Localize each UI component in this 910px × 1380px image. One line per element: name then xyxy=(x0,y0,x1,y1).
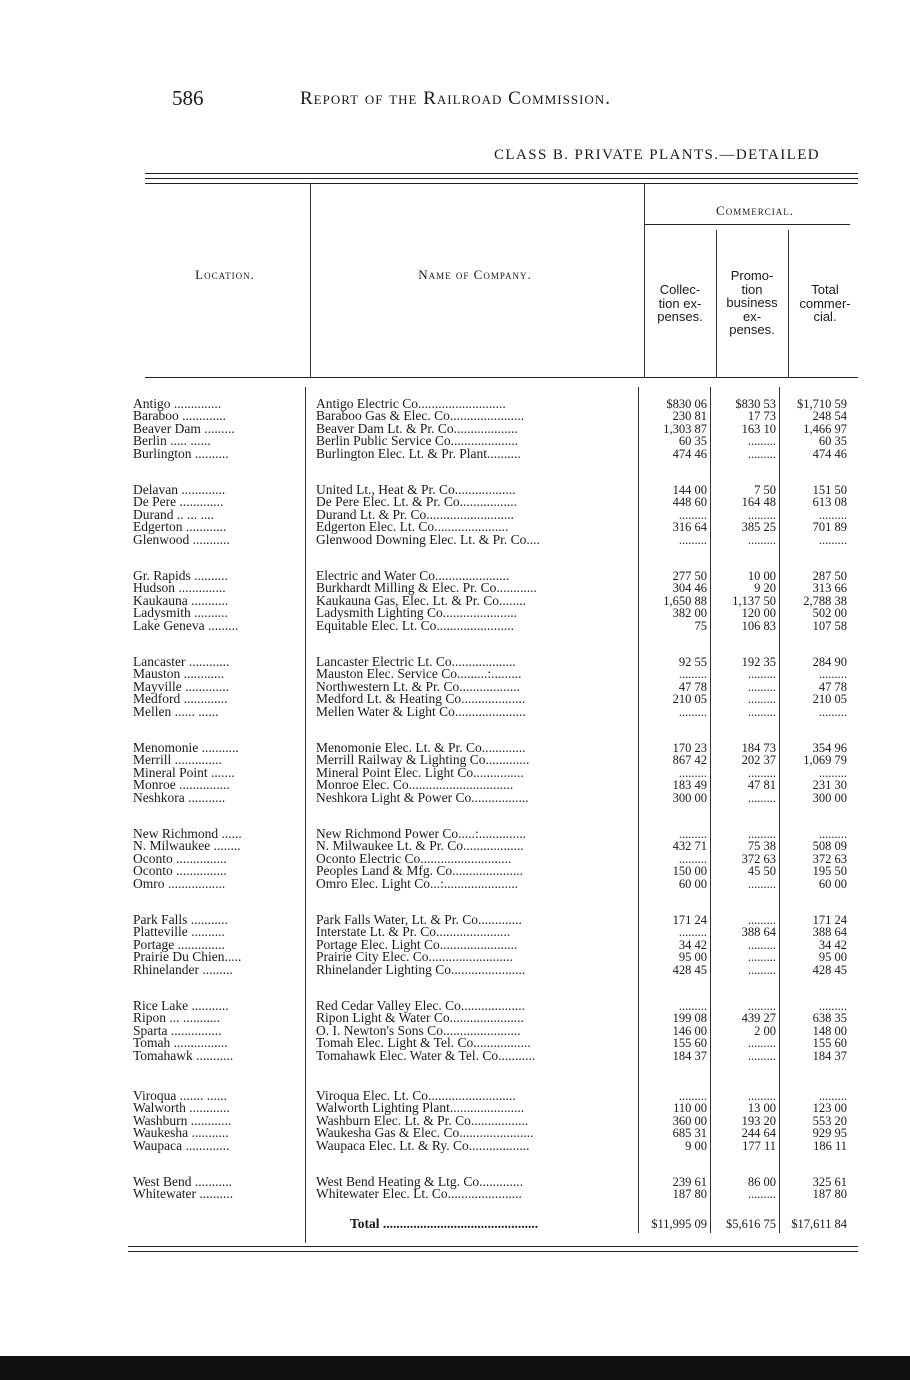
promotion-cell: 184 73 xyxy=(741,741,776,755)
location-cell: De Pere ............. xyxy=(133,495,224,510)
company-cell: Oconto Electric Co........................... xyxy=(316,851,512,866)
total-commercial-cell: 1,466 97 xyxy=(803,421,847,436)
company-cell: Walworth Lighting Plant...................... xyxy=(316,1101,525,1116)
promotion-cell: ......... xyxy=(747,704,776,719)
promotion-cell: 86 00 xyxy=(747,1175,776,1189)
location-cell: Ladysmith .......... xyxy=(133,606,228,621)
location-cell: Rhinelander ......... xyxy=(133,962,233,977)
promotion-cell: 17 73 xyxy=(747,409,776,424)
company-cell: Tomah Elec. Light & Tel. Co................. xyxy=(316,1036,531,1051)
company-cell: O. I. Newton's Sons Co....................... xyxy=(316,1023,521,1038)
location-cell: Medford ............. xyxy=(133,692,228,707)
column-divider-company xyxy=(644,183,645,377)
total-commercial-cell: 372 63 xyxy=(812,851,847,866)
location-cell: Menomonie ........... xyxy=(133,741,239,755)
total-commercial-cell: 1,069 79 xyxy=(803,753,847,768)
collection-cell: 199 08 xyxy=(672,1011,707,1026)
location-cell: Rice Lake ........... xyxy=(133,999,229,1013)
collection-cell: 170 23 xyxy=(672,741,707,755)
company-cell: Park Falls Water, Lt. & Pr. Co............. xyxy=(316,913,522,927)
header-collection-line: tion ex- xyxy=(658,295,702,311)
collection-cell: 1,303 87 xyxy=(663,421,707,436)
total-commercial-cell: 701 89 xyxy=(812,520,847,535)
column-divider-promotion xyxy=(788,230,789,377)
company-cell: Beaver Dam Lt. & Pr. Co................... xyxy=(316,421,518,436)
header-promotion-line: ex- xyxy=(742,308,762,324)
location-cell: West Bend ........... xyxy=(133,1175,233,1189)
total-commercial-cell: 231 30 xyxy=(812,778,847,793)
company-cell: Peoples Land & Mfg. Co..................... xyxy=(316,864,523,879)
collection-cell: ......... xyxy=(678,925,707,940)
collection-cell: ......... xyxy=(678,765,707,780)
company-cell: Kaukauna Gas, Elec. Lt. & Pr. Co........ xyxy=(316,593,526,608)
location-cell: Portage .............. xyxy=(133,937,225,952)
collection-cell: 210 05 xyxy=(672,692,707,707)
top-rule-3 xyxy=(145,183,858,184)
collection-cell: 1,650 88 xyxy=(663,593,707,608)
promotion-cell: ......... xyxy=(747,950,776,965)
total-commercial-cell: 187 80 xyxy=(812,1187,847,1202)
location-cell: Lake Geneva ......... xyxy=(133,618,239,633)
total-commercial-cell: ......... xyxy=(818,532,847,547)
total-commercial-cell: 47 78 xyxy=(818,679,847,694)
running-head: Report of the Railroad Commission. xyxy=(300,88,611,109)
bottom-rule-2 xyxy=(128,1251,858,1252)
total-commercial-cell: 929 95 xyxy=(812,1126,847,1141)
total-commercial-cell: 613 08 xyxy=(812,495,847,510)
company-cell: Waupaca Elec. Lt. & Ry. Co.................. xyxy=(316,1138,530,1153)
company-cell: Whitewater Elec. Lt. Co...................... xyxy=(316,1187,522,1202)
collection-cell: 867 42 xyxy=(672,753,707,768)
collection-cell: 183 49 xyxy=(672,778,707,793)
promotion-cell: 244 64 xyxy=(741,1126,776,1141)
location-cell: Omro ................. xyxy=(133,876,226,891)
total-commercial-cell: 248 54 xyxy=(812,409,847,424)
company-cell: West Bend Heating & Ltg. Co............. xyxy=(316,1175,524,1189)
table-subtitle: CLASS B. PRIVATE PLANTS.—DETAILED xyxy=(494,147,820,163)
total-commercial-cell: ......... xyxy=(818,667,847,682)
total-commercial-cell: 195 50 xyxy=(812,864,847,879)
collection-cell: ......... xyxy=(678,532,707,547)
collection-cell: 304 46 xyxy=(672,581,707,596)
collection-cell: 110 00 xyxy=(673,1101,707,1116)
header-commercial: Commercial. xyxy=(716,203,794,218)
table-row xyxy=(0,447,910,461)
total-commercial: $17,611 84 xyxy=(791,1217,847,1231)
collection-cell: ......... xyxy=(678,507,707,522)
company-cell: Menomonie Elec. Lt. & Pr. Co............. xyxy=(316,741,526,755)
column-divider-location xyxy=(310,183,311,377)
location-cell: Platteville .......... xyxy=(133,925,225,940)
location-cell: Neshkora ........... xyxy=(133,790,226,805)
company-cell: Portage Elec. Light Co....................... xyxy=(316,937,518,952)
total-commercial-cell: 313 66 xyxy=(812,581,847,596)
promotion-cell: ......... xyxy=(747,962,776,977)
location-cell: Waupaca ............. xyxy=(133,1138,230,1153)
total-commercial-cell: 186 11 xyxy=(813,1138,847,1153)
total-commercial-cell: 2,788 38 xyxy=(803,593,847,608)
total-commercial-cell: 155 60 xyxy=(812,1036,847,1051)
company-cell: Mauston Elec. Service Co.........:......... xyxy=(316,667,522,682)
promotion-cell: ......... xyxy=(747,446,776,461)
location-cell: Prairie Du Chien..... xyxy=(133,950,242,965)
collection-cell: 382 00 xyxy=(672,606,707,621)
company-cell: Edgerton Elec. Lt. Co...................... xyxy=(316,520,509,535)
location-cell: Burlington .......... xyxy=(133,446,229,461)
total-commercial-cell: 638 35 xyxy=(812,1011,847,1026)
promotion-cell: ......... xyxy=(747,937,776,952)
collection-cell: 316 64 xyxy=(672,520,707,535)
company-cell: Viroqua Elec. Lt. Co.......................... xyxy=(316,1089,516,1103)
location-cell: Edgerton ............ xyxy=(133,520,227,535)
header-promotion xyxy=(717,269,787,337)
table-row xyxy=(0,877,910,891)
promotion-cell: 9 20 xyxy=(754,581,776,596)
location-cell: Sparta ............... xyxy=(133,1023,222,1038)
header-collection-line: penses. xyxy=(657,309,703,324)
location-cell: Waukesha ........... xyxy=(133,1126,229,1141)
bottom-rule-1 xyxy=(128,1246,858,1247)
location-cell: Tomah ................ xyxy=(133,1036,228,1051)
promotion-cell: 372 63 xyxy=(741,851,776,866)
header-promotion-line: penses. xyxy=(729,322,775,337)
location-cell: Delavan ............. xyxy=(133,483,226,497)
promotion-cell: $830 53 xyxy=(735,397,776,411)
header-bottom-rule xyxy=(145,377,858,378)
collection-cell: 60 00 xyxy=(678,876,707,891)
collection-cell: 184 37 xyxy=(672,1048,707,1063)
company-cell: Ripon Light & Water Co...................... xyxy=(316,1011,524,1026)
company-cell: Antigo Electric Co.......................... xyxy=(316,397,506,411)
company-cell: New Richmond Power Co.....:.............. xyxy=(316,827,526,841)
company-cell: Monroe Elec. Co............................... xyxy=(316,778,514,793)
total-commercial-cell: 325 61 xyxy=(812,1175,847,1189)
promotion-cell: 10 00 xyxy=(747,569,776,583)
total-commercial-cell: 151 50 xyxy=(812,483,847,497)
promotion-cell: ......... xyxy=(747,827,776,841)
total-commercial-cell: 171 24 xyxy=(812,913,847,927)
collection-cell: 155 60 xyxy=(672,1036,707,1051)
location-cell: Glenwood ........... xyxy=(133,532,230,547)
header-total-line: Total xyxy=(811,282,839,297)
table-row xyxy=(0,1187,910,1201)
top-rule-2 xyxy=(145,178,858,179)
collection-cell: 144 00 xyxy=(672,483,707,497)
company-cell: Ladysmith Lighting Co...................... xyxy=(316,606,517,621)
location-cell: Whitewater .......... xyxy=(133,1187,234,1202)
promotion-cell: ......... xyxy=(747,667,776,682)
promotion-cell: 177 11 xyxy=(742,1138,776,1153)
promotion-cell: ......... xyxy=(747,999,776,1013)
company-cell: Prairie City Elec. Co......................... xyxy=(316,950,513,965)
promotion-cell: 388 64 xyxy=(741,925,776,940)
location-cell: Tomahawk ........... xyxy=(133,1048,234,1063)
total-label: Total .............................................. xyxy=(350,1216,539,1231)
promotion-cell: ......... xyxy=(747,790,776,805)
company-cell: N. Milwaukee Lt. & Pr. Co.................. xyxy=(316,839,524,854)
collection-cell: 92 55 xyxy=(678,655,707,669)
collection-cell: 47 78 xyxy=(678,679,707,694)
promotion-cell: ......... xyxy=(747,507,776,522)
location-cell: New Richmond ...... xyxy=(133,827,242,841)
location-cell: Washburn ............ xyxy=(133,1113,232,1128)
total-commercial-cell: 284 90 xyxy=(812,655,847,669)
location-cell: Walworth ............ xyxy=(133,1101,230,1116)
promotion-cell: ......... xyxy=(747,1089,776,1103)
table-row xyxy=(0,619,910,633)
total-commercial-cell: 148 00 xyxy=(812,1023,847,1038)
promotion-cell: 45 50 xyxy=(747,864,776,879)
company-cell: Merrill Railway & Lighting Co............. xyxy=(316,753,530,768)
total-commercial-cell: ......... xyxy=(818,999,847,1013)
company-cell: Mineral Point Elec. Light Co............... xyxy=(316,765,524,780)
header-total-commercial xyxy=(790,283,860,324)
company-cell: Burkhardt Milling & Elec. Pr. Co............ xyxy=(316,581,537,596)
header-location: Location. xyxy=(195,267,255,282)
company-cell: Electric and Water Co...................... xyxy=(316,569,510,583)
total-commercial-cell: 107 58 xyxy=(812,618,847,633)
header-promotion-line: tion xyxy=(741,281,763,297)
total-commercial-cell: 287 50 xyxy=(812,569,847,583)
location-cell: Park Falls ........... xyxy=(133,913,228,927)
location-cell: Mayville ............. xyxy=(133,679,229,694)
collection-cell: 171 24 xyxy=(672,913,707,927)
promotion-cell: 193 20 xyxy=(741,1113,776,1128)
total-commercial-cell: 428 45 xyxy=(812,962,847,977)
location-cell: Monroe ............... xyxy=(133,778,230,793)
total-commercial-cell: ......... xyxy=(818,1089,847,1103)
collection-cell: 60 35 xyxy=(678,434,707,449)
location-cell: Hudson .............. xyxy=(133,581,226,596)
header-collection-line: Collec- xyxy=(659,282,701,297)
promotion-cell: 2 00 xyxy=(754,1023,776,1038)
collection-cell: ......... xyxy=(678,667,707,682)
total-commercial-cell: 60 35 xyxy=(818,434,847,449)
promotion-cell: ......... xyxy=(747,1048,776,1063)
commercial-rule xyxy=(645,224,850,225)
company-cell: Waukesha Gas & Elec. Co...................... xyxy=(316,1126,534,1141)
header-company: Name of Company. xyxy=(418,267,532,282)
location-cell: Beaver Dam ......... xyxy=(133,421,235,436)
company-cell: De Pere Elec. Lt. & Pr. Co................. xyxy=(316,495,517,510)
location-cell: Oconto ............... xyxy=(133,851,227,866)
company-cell: Interstate Lt. & Pr. Co...................... xyxy=(316,925,511,940)
location-cell: Baraboo ............. xyxy=(133,409,226,424)
company-cell: Equitable Elec. Lt. Co....................... xyxy=(316,618,514,633)
company-cell: Baraboo Gas & Elec. Co...................... xyxy=(316,409,525,424)
promotion-cell: ......... xyxy=(747,1187,776,1202)
total-commercial-cell: 300 00 xyxy=(812,790,847,805)
location-cell: Antigo .............. xyxy=(133,397,222,411)
promotion-cell: ......... xyxy=(747,434,776,449)
collection-cell: 474 46 xyxy=(672,446,707,461)
promotion-cell: ......... xyxy=(747,876,776,891)
promotion-cell: 120 00 xyxy=(741,606,776,621)
collection-cell: 34 42 xyxy=(678,937,707,952)
total-commercial-cell: 60 00 xyxy=(818,876,847,891)
location-cell: Durand .. ... .... xyxy=(133,507,214,522)
collection-cell: 187 80 xyxy=(672,1187,707,1202)
collection-cell: $830 06 xyxy=(666,397,707,411)
promotion-cell: ......... xyxy=(747,765,776,780)
scan-edge xyxy=(0,1356,910,1380)
promotion-cell: ......... xyxy=(747,679,776,694)
location-cell: Oconto ............... xyxy=(133,864,227,879)
location-cell: Merrill .............. xyxy=(133,753,222,768)
location-cell: Lancaster ............ xyxy=(133,655,230,669)
location-cell: N. Milwaukee ........ xyxy=(133,839,241,854)
company-cell: Burlington Elec. Lt. & Pr. Plant.......... xyxy=(316,446,521,461)
collection-cell: 432 71 xyxy=(672,839,707,854)
total-collection: $11,995 09 xyxy=(651,1217,707,1231)
collection-cell: 230 81 xyxy=(672,409,707,424)
company-cell: Northwestern Lt. & Pr. Co.................. xyxy=(316,679,520,694)
collection-cell: 95 00 xyxy=(678,950,707,965)
promotion-cell: 385 25 xyxy=(741,520,776,535)
total-commercial-cell: 354 96 xyxy=(812,741,847,755)
location-cell: Berlin ..... ...... xyxy=(133,434,211,449)
promotion-cell: 163 10 xyxy=(741,421,776,436)
promotion-cell: 13 00 xyxy=(747,1101,776,1116)
collection-cell: ......... xyxy=(678,999,707,1013)
table-row xyxy=(0,1139,910,1153)
company-cell: Mellen Water & Light Co..................... xyxy=(316,704,526,719)
company-cell: Tomahawk Elec. Water & Tel. Co........... xyxy=(316,1048,536,1063)
promotion-cell: 192 35 xyxy=(741,655,776,669)
collection-cell: ......... xyxy=(678,851,707,866)
total-promotion: $5,616 75 xyxy=(726,1217,776,1231)
collection-cell: 360 00 xyxy=(672,1113,707,1128)
company-cell: Rhinelander Lighting Co...................... xyxy=(316,962,526,977)
total-row xyxy=(0,1216,910,1232)
collection-cell: 448 60 xyxy=(672,495,707,510)
promotion-cell: 47 81 xyxy=(747,778,776,793)
collection-cell: 239 61 xyxy=(672,1175,707,1189)
collection-cell: 146 00 xyxy=(672,1023,707,1038)
location-cell: Mellen ...... ...... xyxy=(133,704,219,719)
total-commercial-cell: ......... xyxy=(818,827,847,841)
total-commercial-cell: 34 42 xyxy=(818,937,847,952)
total-commercial-cell: 123 00 xyxy=(812,1101,847,1116)
table-row xyxy=(0,705,910,719)
company-cell: Washburn Elec. Lt. & Pr. Co................. xyxy=(316,1113,529,1128)
total-commercial-cell: 388 64 xyxy=(812,925,847,940)
company-cell: Lancaster Electric Lt. Co................... xyxy=(316,655,516,669)
page-number: 586 xyxy=(172,86,204,110)
table-row xyxy=(0,791,910,805)
promotion-cell: 7 50 xyxy=(754,483,776,497)
location-cell: Mineral Point ....... xyxy=(133,765,235,780)
promotion-cell: 202 37 xyxy=(741,753,776,768)
collection-cell: 428 45 xyxy=(672,962,707,977)
location-cell: Kaukauna ........... xyxy=(133,593,229,608)
promotion-cell: 106 83 xyxy=(741,618,776,633)
total-commercial-cell: ......... xyxy=(818,765,847,780)
company-cell: Berlin Public Service Co.................... xyxy=(316,434,519,449)
total-commercial-cell: 184 37 xyxy=(812,1048,847,1063)
collection-cell: 75 xyxy=(694,618,707,633)
collection-cell: ......... xyxy=(678,1089,707,1103)
top-rule-1 xyxy=(145,173,858,174)
collection-cell: 300 00 xyxy=(672,790,707,805)
promotion-cell: ......... xyxy=(747,532,776,547)
collection-cell: 9 00 xyxy=(685,1138,707,1153)
total-commercial-cell: 210 05 xyxy=(812,692,847,707)
header-collection xyxy=(646,283,714,324)
header-promotion-line: business xyxy=(726,295,778,310)
promotion-cell: 1,137 50 xyxy=(732,593,776,608)
collection-cell: 150 00 xyxy=(672,864,707,879)
total-commercial-cell: $1,710 59 xyxy=(797,397,847,411)
promotion-cell: 439 27 xyxy=(741,1011,776,1026)
total-commercial-cell: ......... xyxy=(818,704,847,719)
company-cell: United Lt., Heat & Pr. Co.................. xyxy=(316,483,516,497)
total-commercial-cell: 502 00 xyxy=(812,606,847,621)
company-cell: Medford Lt. & Heating Co................... xyxy=(316,692,526,707)
total-commercial-cell: 553 20 xyxy=(812,1113,847,1128)
promotion-cell: ......... xyxy=(747,913,776,927)
table-row xyxy=(0,1049,910,1063)
promotion-cell: 164 48 xyxy=(741,495,776,510)
company-cell: Red Cedar Valley Elec. Co................... xyxy=(316,999,525,1013)
promotion-cell: 75 38 xyxy=(747,839,776,854)
company-cell: Omro Elec. Light Co...:...................... xyxy=(316,876,519,891)
header-total-line: cial. xyxy=(813,309,837,324)
location-cell: Gr. Rapids .......... xyxy=(133,569,228,583)
table-row xyxy=(0,533,910,547)
promotion-cell: ......... xyxy=(747,1036,776,1051)
total-commercial-cell: 95 00 xyxy=(818,950,847,965)
company-cell: Neshkora Light & Power Co................. xyxy=(316,790,529,805)
collection-cell: ......... xyxy=(678,827,707,841)
collection-cell: 277 50 xyxy=(672,569,707,583)
company-cell: Durand Lt. & Pr. Co.......................... xyxy=(316,507,514,522)
promotion-cell: ......... xyxy=(747,692,776,707)
total-commercial-cell: 508 09 xyxy=(812,839,847,854)
header-promotion-line: Promo- xyxy=(730,268,774,283)
collection-cell: 685 31 xyxy=(672,1126,707,1141)
total-commercial-cell: 474 46 xyxy=(812,446,847,461)
location-cell: Viroqua ....... ...... xyxy=(133,1089,228,1103)
header-total-line: commer- xyxy=(799,295,851,311)
location-cell: Mauston ............ xyxy=(133,667,225,682)
table-row xyxy=(0,963,910,977)
company-cell: Glenwood Downing Elec. Lt. & Pr. Co.... xyxy=(316,532,540,547)
total-commercial-cell: ......... xyxy=(818,507,847,522)
location-cell: Ripon ... ........... xyxy=(133,1011,221,1026)
collection-cell: ......... xyxy=(678,704,707,719)
